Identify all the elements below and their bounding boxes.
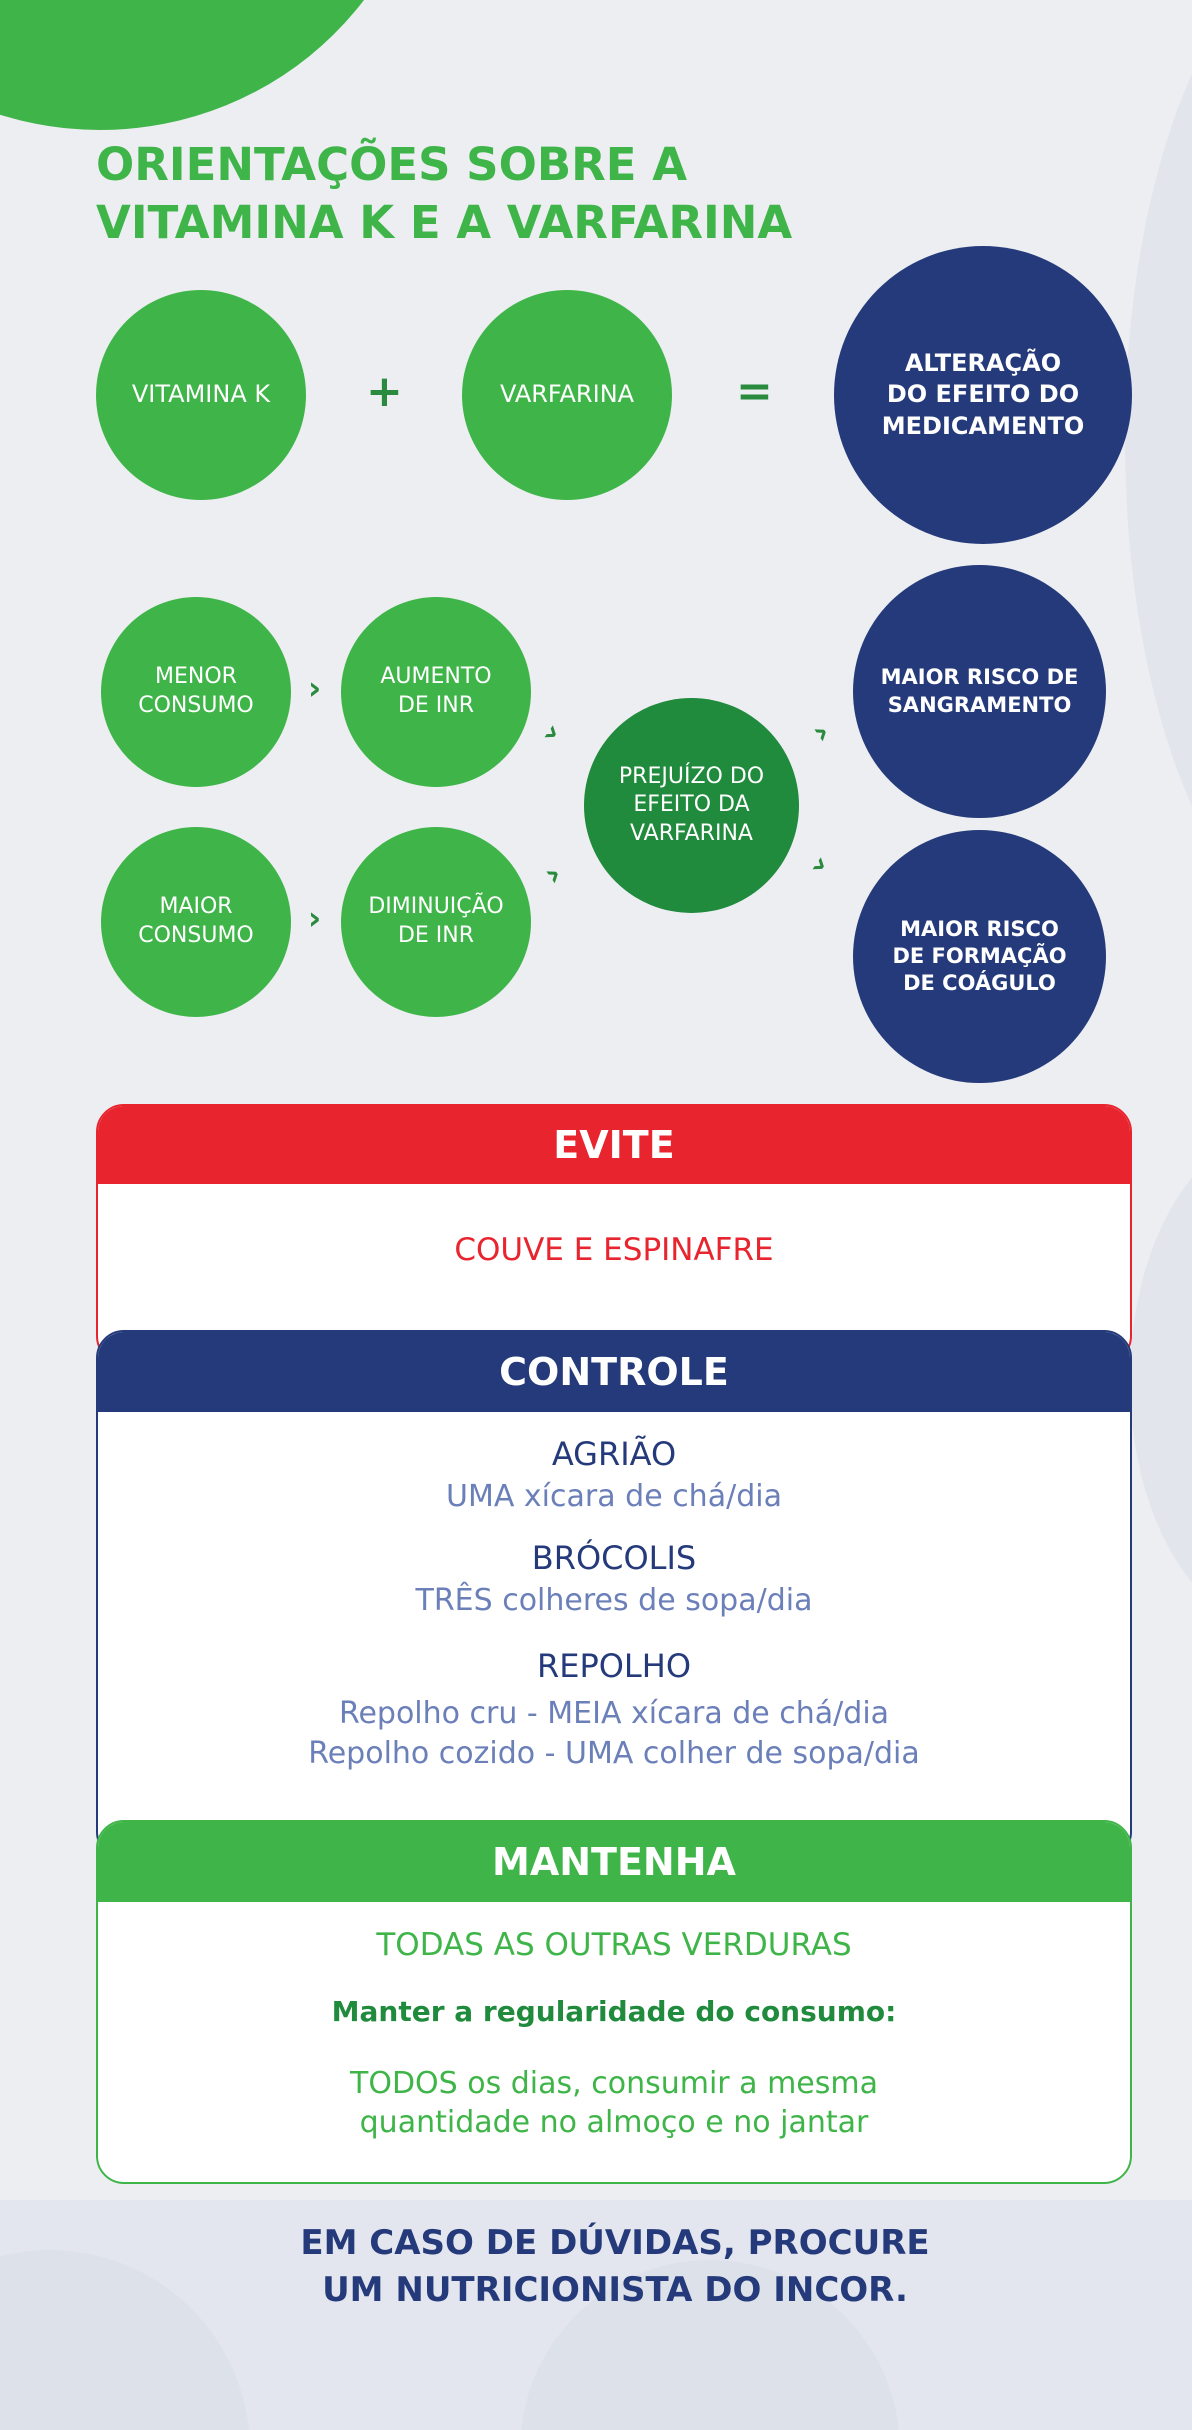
warfarin-harm-circle: PREJUÍZO DO EFEITO DA VARFARINA	[584, 698, 799, 913]
footer-message	[0, 2220, 1192, 2314]
control-item-amount: TRÊS colheres de sopa/dia	[415, 1583, 813, 1618]
arrow-to-clot: ›	[804, 844, 837, 884]
equals-sign: =	[736, 366, 773, 417]
control-box	[96, 1330, 1132, 1860]
higher-consumption-circle: MAIOR CONSUMO	[101, 827, 291, 1017]
avoid-item: COUVE E ESPINAFRE	[454, 1232, 774, 1268]
keep-header-label: MANTENHA	[492, 1840, 736, 1884]
bg-arc-right-top	[1125, 0, 1192, 940]
footer-line-1: EM CASO DE DÚVIDAS, PROCURE	[300, 2223, 930, 2263]
control-item-name: BRÓCOLIS	[531, 1539, 697, 1577]
bg-arc-right-middle	[1130, 1130, 1192, 1630]
arrow-up-to-harm: ›	[536, 712, 569, 752]
arrow-right-2: ›	[308, 899, 322, 937]
warfarin-circle: VARFARINA	[462, 290, 672, 500]
avoid-header	[98, 1106, 1130, 1184]
clot-risk-circle: MAIOR RISCO DE FORMAÇÃO DE COÁGULO	[853, 830, 1106, 1083]
plus-sign: +	[366, 366, 403, 417]
effect-alteration-circle: ALTERAÇÃO DO EFEITO DO MEDICAMENTO	[834, 246, 1132, 544]
keep-header	[98, 1822, 1130, 1902]
avoid-header-label: EVITE	[553, 1123, 675, 1167]
keep-detail-line-2: quantidade no almoço e no jantar	[359, 2105, 869, 2140]
footer-line-2: UM NUTRICIONISTA DO INCOR.	[322, 2270, 908, 2310]
inr-decrease-circle: DIMINUIÇÃO DE INR	[341, 827, 531, 1017]
arrow-right-1: ›	[308, 669, 322, 707]
control-item-name: REPOLHO	[536, 1647, 691, 1685]
keep-detail-line-1: TODOS os dias, consumir a mesma	[350, 2066, 878, 2101]
control-item-amount: UMA xícara de chá/dia	[446, 1479, 782, 1514]
control-item-name: AGRIÃO	[551, 1435, 677, 1473]
control-item-amount: Repolho cru - MEIA xícara de chá/dia	[338, 1696, 890, 1731]
vitamin-k-circle: VITAMINA K	[96, 290, 306, 500]
control-header-label: CONTROLE	[499, 1350, 729, 1394]
bleeding-risk-circle: MAIOR RISCO DE SANGRAMENTO	[853, 565, 1106, 818]
control-item-amount: Repolho cozido - UMA colher de sopa/dia	[308, 1736, 920, 1771]
lower-consumption-circle: MENOR CONSUMO	[101, 597, 291, 787]
arrow-to-bleeding: ›	[804, 712, 837, 752]
keep-item: TODAS AS OUTRAS VERDURAS	[376, 1927, 852, 1963]
control-header	[98, 1332, 1130, 1412]
title-line-1: ORIENTAÇÕES SOBRE A	[96, 138, 688, 191]
avoid-box	[96, 1104, 1132, 1364]
page-title	[96, 136, 792, 252]
arrow-down-to-harm: ›	[536, 854, 569, 894]
corner-green-shape	[0, 0, 430, 130]
title-line-2: VITAMINA K E A VARFARINA	[96, 196, 793, 249]
keep-rule: Manter a regularidade do consumo:	[331, 1995, 897, 2028]
inr-increase-circle: AUMENTO DE INR	[341, 597, 531, 787]
keep-box	[96, 1820, 1132, 2184]
